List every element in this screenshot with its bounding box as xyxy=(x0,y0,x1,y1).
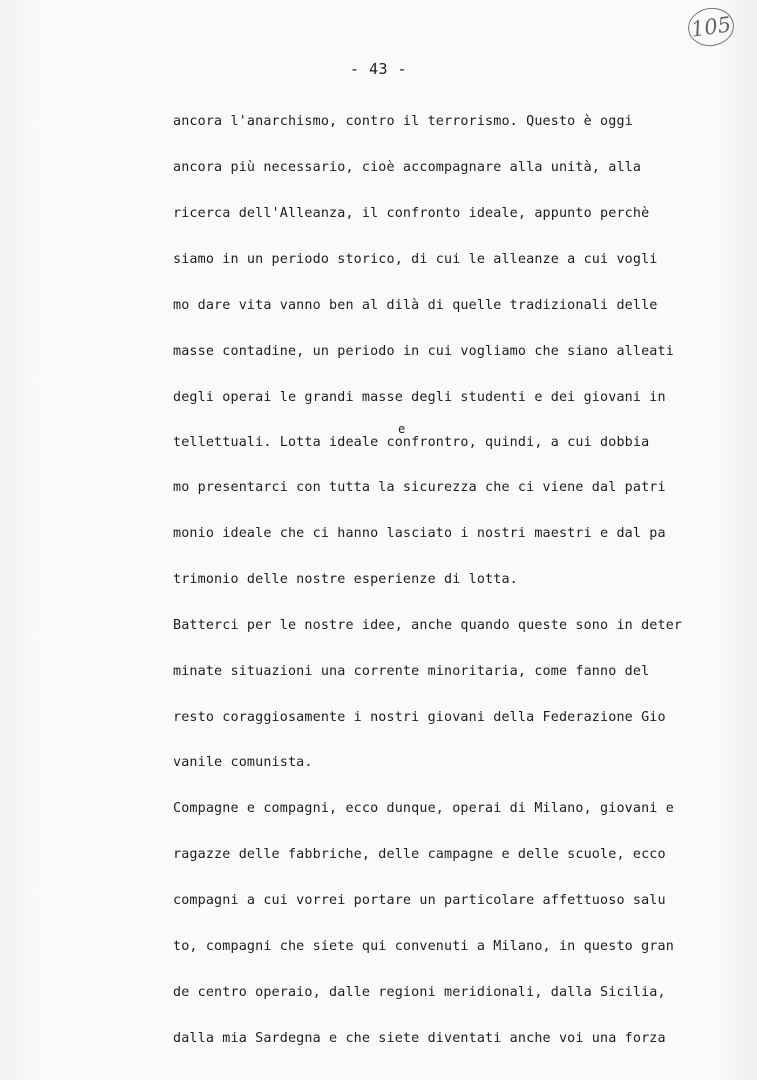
text-line: to, compagni che siete qui convenuti a Milano, in questo gran xyxy=(173,939,674,954)
text-line: degli operai le grandi masse degli studenti e dei giovani in xyxy=(173,390,666,405)
stamp-number: 105 xyxy=(689,12,733,42)
text-line: compagni a cui vorrei portare un particolare affettuoso salu xyxy=(173,893,666,908)
text-line: Compagne e compagni, ecco dunque, operai di Milano, giovani e xyxy=(173,801,674,816)
page-number: - 43 - xyxy=(349,60,408,78)
text-line: resto coraggiosamente i nostri giovani della Federazione Gio xyxy=(173,710,666,725)
text-line: minate situazioni una corrente minoritaria, come fanno del xyxy=(173,664,650,679)
text-line: vanile comunista. xyxy=(173,755,313,770)
text-line: mo dare vita vanno ben al dilà di quelle tradizionali delle xyxy=(173,298,658,313)
text-line: ancora più necessario, cioè accompagnare alla unità, alla xyxy=(173,160,642,175)
text-line: mo presentarci con tutta la sicurezza che ci viene dal patri xyxy=(173,480,666,495)
text-line: masse contadine, un periodo in cui vogliamo che siano alleati xyxy=(173,344,674,359)
inserted-word: e xyxy=(398,422,406,436)
text-line: tellettuali. Lotta ideale confrontro, quindi, a cui dobbia xyxy=(173,435,650,450)
archive-stamp xyxy=(686,5,737,49)
text-line: de centro operaio, dalle regioni meridionali, dalla Sicilia, xyxy=(173,985,666,1000)
text-line: monio ideale che ci hanno lasciato i nostri maestri e dal pa xyxy=(173,526,666,541)
text-line: ancora l'anarchismo, contro il terrorismo. Questo è oggi xyxy=(173,114,633,129)
text-line: ragazze delle fabbriche, delle campagne e delle scuole, ecco xyxy=(173,847,666,862)
text-line: siamo in un periodo storico, di cui le alleanze a cui vogli xyxy=(173,252,658,267)
text-line-with-insertion xyxy=(173,435,649,450)
text-line: trimonio delle nostre esperienze di lotta. xyxy=(173,572,518,587)
text-line: Batterci per le nostre idee, anche quando queste sono in deter xyxy=(173,618,683,633)
text-line: dalla mia Sardegna e che siete diventati anche voi una forza xyxy=(173,1031,666,1046)
text-line: ricerca dell'Alleanza, il confronto ideale, appunto perchè xyxy=(173,206,650,221)
